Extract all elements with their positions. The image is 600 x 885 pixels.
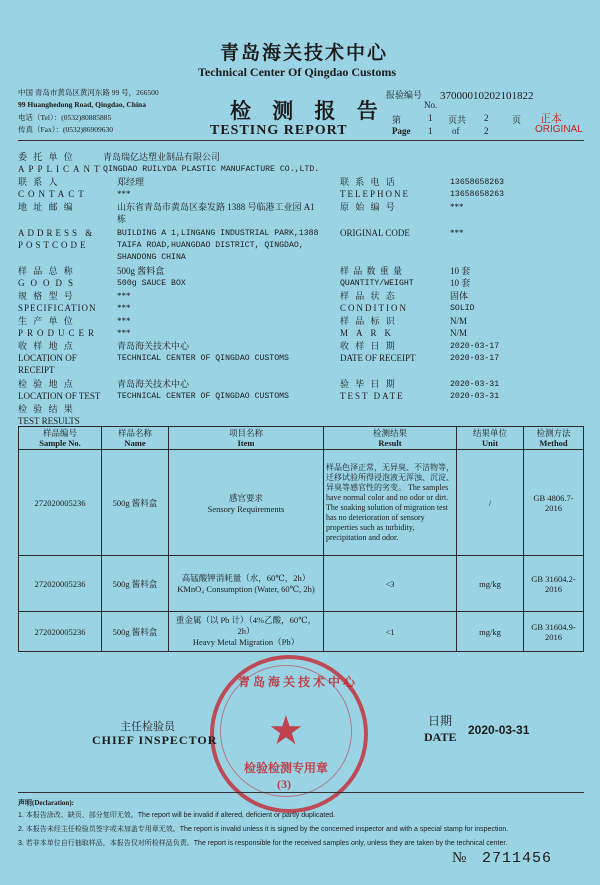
cell-method: GB 31604.2-2016 [524, 556, 584, 612]
cell-sample-no: 272020005236 [19, 556, 102, 612]
contact-val-en: *** [117, 189, 131, 199]
header-divider [18, 140, 584, 141]
cell-item-cn: 高锰酸钾消耗量（水，60℃，2h） [181, 572, 311, 583]
test-date-val-1: 2020-03-31 [450, 380, 500, 389]
cell-result: <1 [324, 612, 457, 652]
declaration-2: 2. 本报告未经主任检验员签字或未加盖专用章无效。The report is invalid unless it is signed by the concerned inspector and with a special stamp for inspection. [18, 826, 509, 833]
date-label-en: DATE [424, 730, 457, 744]
mark-label-cn: 样 品 标 识 [340, 316, 397, 326]
star-icon: ★ [268, 708, 304, 753]
col-unit-cn: 结果单位 [472, 428, 507, 438]
cond-label-en: CONDITION [340, 303, 408, 313]
tel: 电话（Tel）：(0532)80885885 [18, 113, 112, 122]
results-label-en: TEST RESULTS [18, 416, 80, 426]
cell-item-cn: 重金属（以 Pb 计）（4%乙酸，60℃，2h） [175, 615, 317, 636]
address-label-cn: 地 址 邮 编 [18, 202, 75, 212]
report-no: 370000102021018​22 [440, 90, 534, 102]
report-no-label-en: No. [424, 100, 438, 110]
footer-divider [18, 792, 584, 793]
col-sample-no [19, 427, 102, 450]
page-unit: 页 [512, 115, 522, 125]
col-method-cn: 检测方法 [536, 428, 571, 438]
inspector-label-cn: 主任检验员 [120, 721, 175, 733]
cell-result-cn: 样品色泽正常，无异臭、不洁物等，迁移试验所得浸泡液无浑浊、沉淀、异臭等感官性的劣变。 [326, 462, 454, 492]
cell-item-en: KMnO₄ Consumption (Water, 60℃, 2h) [177, 583, 315, 594]
phone-label-en: TELEPHONE [340, 189, 410, 199]
original-en: ORIGINAL [535, 124, 583, 135]
client-val-cn: 青岛瑞亿达塑业制品有限公司 [103, 152, 221, 162]
col-name-cn: 样品名称 [117, 428, 152, 438]
center-title-en: Technical Center Of Qingdao Customs [198, 65, 397, 79]
col-unit-en: Unit [481, 438, 499, 448]
test-loc-label-cn: 检 验 地 点 [18, 379, 75, 389]
cond-label-cn: 样 品 状 态 [340, 291, 397, 301]
cell-item-cn: 感官要求 [228, 492, 263, 503]
col-sample-no-cn: 样品编号 [42, 428, 77, 438]
loc-label-cn: 收 样 地 点 [18, 341, 75, 351]
spec-val-2: *** [117, 303, 131, 313]
col-unit [457, 427, 524, 450]
declaration-title: 声明(Declaration): [18, 799, 74, 807]
table-header-row [19, 427, 584, 450]
test-loc-val-en: TECHNICAL CENTER OF QINGDAO CUSTOMS [117, 392, 289, 401]
postcode-label-en: POSTCODE [18, 240, 89, 250]
col-result-cn: 检测结果 [372, 428, 407, 438]
date-value: 2020-03-31 [468, 723, 530, 737]
date-receipt-val-2: 2020-03-17 [450, 354, 500, 363]
report-title-en: TESTING REPORT [210, 123, 348, 138]
mark-val-2: N/M [450, 328, 468, 338]
results-label-cn: 检 验 结 果 [18, 404, 75, 414]
cell-unit: mg/kg [457, 556, 524, 612]
col-sample-no-en: Sample No. [39, 438, 81, 448]
mark-val-1: N/M [450, 316, 468, 326]
loc-val-en: TECHNICAL CENTER OF QINGDAO CUSTOMS [117, 354, 289, 363]
page-num: 1 [428, 113, 433, 123]
cell-unit: / [457, 450, 524, 556]
loc-label-en: LOCATION OF [18, 353, 77, 363]
cell-result: <3 [324, 556, 457, 612]
test-date-label-cn: 验 毕 日 期 [340, 379, 397, 389]
address-label-en: ADDRESS & [18, 228, 96, 238]
goods-label-cn: 样 品 总 称 [18, 266, 75, 276]
qty-val-1: 10 套 [450, 266, 471, 276]
test-loc-label-en: LOCATION OF TEST [18, 391, 101, 401]
address-cn: 中国 青岛市黄岛区黄河东路 99 号，266500 [18, 88, 159, 97]
cell-name: 500g 酱料盒 [102, 612, 169, 652]
cell-method: GB 4806.7-2016 [524, 450, 584, 556]
test-date-label-en: TEST DATE [340, 391, 405, 401]
page-total-label-cn: 页共 [448, 115, 467, 125]
address-en: 99 Huanghedong Road, Qingdao, China [18, 100, 146, 109]
cell-result [324, 450, 457, 556]
qty-val-2: 10 套 [450, 278, 471, 288]
address-val-en3: SHANDONG CHINA [117, 253, 186, 262]
stamp-bottom-text: 检验检测专用章 [244, 761, 329, 775]
cell-item [169, 450, 324, 556]
cell-item-en: Heavy Metal Migration（Pb） [192, 637, 300, 647]
contact-val-cn: 郑经理 [117, 177, 145, 187]
inspector-label-en: CHIEF INSPECTOR [92, 733, 218, 747]
phone-label-cn: 联 系 电 话 [340, 177, 397, 187]
serial-number: 2711456 [482, 850, 553, 867]
mark-label-en: MARK [340, 328, 400, 338]
report-title-cn: 检 测 报 告 [230, 99, 386, 123]
col-method [524, 427, 584, 450]
producer-val-1: *** [117, 316, 131, 326]
loc-val-cn: 青岛海关技术中心 [117, 341, 190, 351]
cell-sample-no: 272020005236 [19, 450, 102, 556]
stamp-number: (3) [277, 777, 291, 791]
client-label-cn: 委 托 单 位 [18, 152, 75, 162]
contact-label-cn: 联 系 人 [18, 177, 60, 187]
address-val-en: BUILDING A 1,LINGANG INDUSTRIAL PARK,1388 [117, 229, 319, 238]
loc-label-en2: RECEIPT [18, 365, 55, 375]
cell-item [169, 612, 324, 652]
date-label-cn: 日期 [428, 714, 453, 728]
date-receipt-val-1: 2020-03-17 [450, 342, 500, 351]
goods-val-cn: 500g 酱料盒 [117, 266, 165, 276]
table-row [19, 450, 584, 556]
page-total: 2 [484, 113, 489, 123]
client-val-en: QINGDAO RUILYDA PLASTIC MANUFACTURE CO.,LTD. [103, 165, 320, 174]
cell-method: GB 31604.9-2016 [524, 612, 584, 652]
results-table [18, 426, 584, 652]
producer-label-en: PRODUCER [18, 328, 99, 338]
contact-label-en: CONTACT [18, 189, 88, 199]
cell-sample-no: 272020005236 [19, 612, 102, 652]
client-label-en: APPLICANT [18, 164, 104, 174]
cond-val-en: SOLID [450, 304, 475, 313]
page-label-en: Page [392, 126, 411, 136]
cell-item [169, 556, 324, 612]
declaration-3: 3. 若非本单位自行抽取样品，本报告仅对所检样品负责。The report is responsible for the received samples only, unless they are taken by the technical center. [18, 840, 508, 847]
declaration-1: 1. 本报告涂改、缺页、部分复印无效。The report will be invalid if altered, deficient or partly duplicated. [18, 812, 336, 819]
page-total-en: 2 [484, 126, 489, 136]
spec-label-en: SPECIFICATION [18, 303, 97, 313]
page-total-label-en: of [452, 126, 460, 136]
phone-val-2: 13658658263 [450, 190, 505, 199]
col-item [169, 427, 324, 450]
date-receipt-label-cn: 收 样 日 期 [340, 341, 397, 351]
cell-unit: mg/kg [457, 612, 524, 652]
col-item-en: Item [237, 438, 255, 448]
goods-val-en: 500g SAUCE BOX [117, 279, 186, 288]
spec-val-1: *** [117, 291, 131, 301]
orig-code-val-1: *** [450, 202, 464, 212]
serial-label: № [452, 850, 467, 866]
cell-name: 500g 酱料盒 [102, 556, 169, 612]
table-row [19, 556, 584, 612]
cell-item-en: Sensory Requirements [207, 503, 285, 514]
report-no-label-cn: 报验编号 [386, 90, 423, 100]
test-date-val-2: 2020-03-31 [450, 392, 500, 401]
cell-name: 500g 酱料盒 [102, 450, 169, 556]
spec-label-cn: 规 格 型 号 [18, 291, 75, 301]
goods-label-en: GOODS [18, 278, 80, 288]
address-val-en2: TAIFA ROAD,HUANGDAO DISTRICT, QINGDAO, [117, 241, 304, 250]
producer-val-2: *** [117, 328, 131, 338]
stamp-top-text: 青岛海关技术中心 [238, 675, 359, 689]
page-num-en: 1 [428, 126, 433, 136]
qty-label-en: QUANTITY/WEIGHT [340, 279, 414, 288]
col-item-cn: 项目名称 [228, 428, 263, 438]
col-name-en: Name [124, 438, 146, 448]
orig-code-val-2: *** [450, 228, 464, 238]
col-result-en: Result [378, 438, 402, 448]
producer-label-cn: 生 产 单 位 [18, 316, 75, 326]
page-label-cn: 第 [392, 115, 402, 125]
qty-label-cn: 样 品 数 重 量 [340, 266, 404, 276]
date-receipt-label-en: DATE OF RECEIPT [340, 353, 416, 363]
fax: 传真（Fax）：(0532)86909630 [18, 125, 113, 134]
table-row [19, 612, 584, 652]
center-title-cn: 青岛海关技术中心 [220, 43, 389, 64]
original-cn: 正本 [540, 113, 562, 125]
cond-val-cn: 固体 [450, 291, 469, 301]
test-loc-val-cn: 青岛海关技术中心 [117, 379, 190, 389]
orig-code-label-cn: 原 始 编 号 [340, 202, 397, 212]
address-val-cn2: 栋 [117, 214, 127, 224]
address-val-cn: 山东省青岛市黄岛区泰发路 1388 号临港工业园 A1 [117, 202, 315, 212]
col-method-en: Method [539, 438, 568, 448]
col-name [102, 427, 169, 450]
orig-code-label-en: ORIGINAL CODE [340, 228, 410, 238]
official-stamp [210, 655, 368, 813]
phone-val-1: 13658658263 [450, 178, 505, 187]
col-result [324, 427, 457, 450]
cell-result-en: The samples have normal color and no odor or dirt. The soaking solution of migration test has no deterioration of sensory properties such as turbidity, precipitation and odor. [326, 482, 449, 542]
